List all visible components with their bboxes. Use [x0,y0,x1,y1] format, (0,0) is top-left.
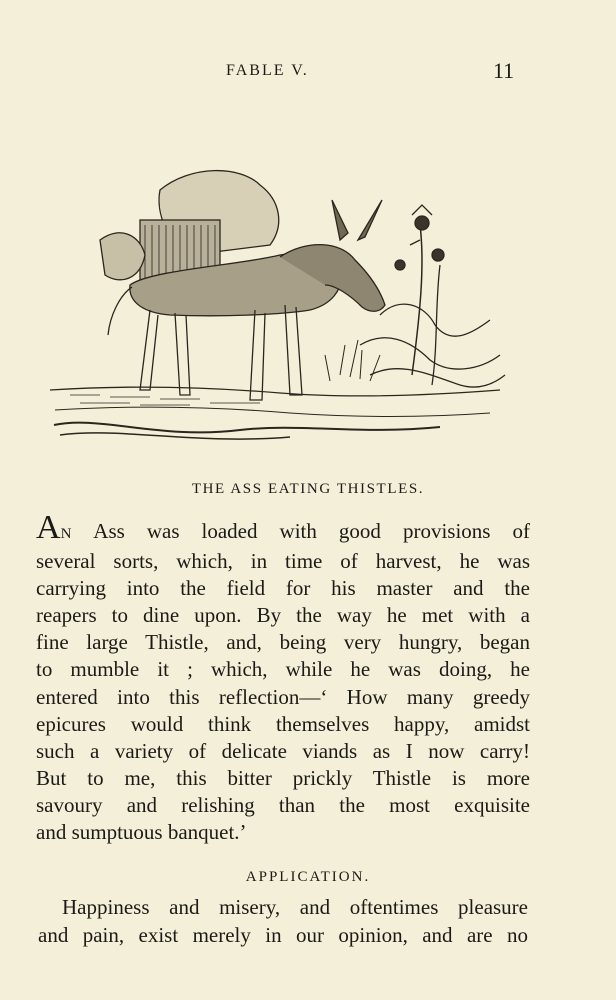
fable-line: and sumptuous banquet.’ [36,820,247,845]
application-text [38,893,528,949]
small-cap: N [60,526,73,542]
fable-line: epicures would think themselves happy, amidst [36,711,530,736]
fable-line: savoury and relishing than the most exquisite [36,792,530,817]
fable-line: entered into this reflection—‘ How many greedy [36,684,530,709]
application-line: Happiness and misery, and oftentimes pleasure [62,895,528,919]
ass-eating-thistles-illustration-icon [40,145,520,455]
illustration-caption: THE ASS EATING THISTLES. [191,481,425,497]
fable-line-1 [36,509,530,548]
fable-line: fine large Thistle, and, being very hungry, began [36,630,530,655]
fable-line: several sorts, which, in time of harvest, he was [36,549,530,574]
fable-line: carrying into the field for his master and the [36,576,530,601]
fable-line: reapers to dine upon. By the way he met with a [36,603,530,628]
page-number: 11 [493,58,515,83]
application-heading: APPLICATION. [245,869,371,885]
application-line: and pain, exist merely in our opinion, and are no [38,923,528,947]
running-header [0,58,616,88]
fable-text [36,509,530,846]
running-title: FABLE V. [226,62,309,79]
fable-line-text: Ass was loaded with good provisions of [72,519,530,543]
fable-line: But to me, this bitter prickly Thistle is more [36,765,530,790]
fable-line: such a variety of delicate viands as I now carry! [36,738,530,763]
drop-cap: A [36,509,61,546]
engraving-illustration [40,145,520,455]
fable-line: to mumble it ; which, while he was doing, he [36,657,530,682]
